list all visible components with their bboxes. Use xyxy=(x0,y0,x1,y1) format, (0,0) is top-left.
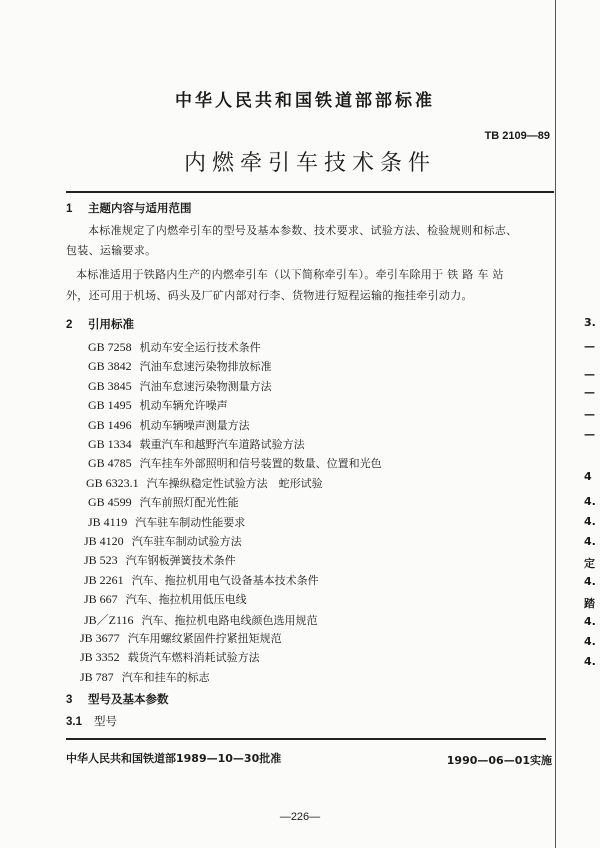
subsection-title: 型号 xyxy=(94,714,117,728)
reference-code: JB 3352 xyxy=(80,650,120,665)
reference-code: JB 787 xyxy=(80,669,114,684)
paragraph: 本标准规定了内燃牵引车的型号及基本参数、技术要求、试验方法、检验规则和标志、 xyxy=(88,224,518,237)
reference-title: 汽车挂车外部照明和信号装置的数量、位置和光色 xyxy=(139,457,382,471)
reference-item xyxy=(88,378,272,394)
reference-code: GB 1495 xyxy=(88,398,132,413)
bleed-through-mark: — xyxy=(584,340,595,353)
reference-code: GB 1334 xyxy=(88,437,132,451)
subsection-3-1-heading xyxy=(66,713,117,729)
reference-code: JB／Z116 xyxy=(84,612,134,627)
reference-title: 汽车、拖拉机用低压电线 xyxy=(125,593,247,607)
reference-code: GB 4785 xyxy=(88,456,132,471)
section-2-heading xyxy=(66,316,134,332)
reference-title: 汽车和挂车的标志 xyxy=(121,670,210,684)
reference-title: 汽车用螺纹紧固件拧紧扭矩规范 xyxy=(127,632,282,645)
issuing-organization: 中华人民共和国铁道部部标准 xyxy=(175,91,435,111)
reference-code: GB 6323.1 xyxy=(86,475,139,490)
reference-item xyxy=(84,611,318,628)
reference-code: JB 667 xyxy=(84,592,118,607)
section-title: 型号及基本参数 xyxy=(88,692,169,706)
reference-code: GB 4599 xyxy=(88,495,132,510)
reference-title: 载重汽车和越野汽车道路试验方法 xyxy=(139,438,305,451)
bleed-through-mark: 定 xyxy=(584,557,595,570)
implementation-date: 1990—06—01实施 xyxy=(446,754,552,767)
page-edge-line xyxy=(555,0,556,848)
reference-title: 汽车驻车制动试验方法 xyxy=(131,535,242,548)
reference-item xyxy=(88,514,245,530)
reference-item xyxy=(80,669,210,685)
reference-code: JB 4119 xyxy=(88,514,128,529)
bleed-through-mark: 4. xyxy=(584,575,596,588)
reference-item xyxy=(88,339,261,355)
section-title: 引用标准 xyxy=(88,317,134,331)
reference-item xyxy=(84,591,247,607)
bleed-through-mark: 3. xyxy=(584,316,596,329)
reference-item xyxy=(80,649,260,665)
reference-item xyxy=(86,475,323,491)
section-title: 主题内容与适用范围 xyxy=(88,201,192,215)
bleed-through-mark: 踏 xyxy=(584,597,595,610)
reference-code: GB 7258 xyxy=(88,340,132,354)
reference-item xyxy=(84,552,236,568)
paragraph: 包装、运输要求。 xyxy=(66,244,157,257)
bleed-through-mark: — xyxy=(584,368,595,381)
reference-code: GB 3845 xyxy=(88,378,132,393)
section-number: 1 xyxy=(66,203,73,215)
approval-date: 中华人民共和国铁道部1989—10—30批准 xyxy=(66,752,282,765)
reference-title: 汽油车怠速污染物测量方法 xyxy=(139,379,272,393)
section-number: 2 xyxy=(66,319,73,331)
reference-code: GB 1496 xyxy=(88,417,132,432)
bleed-through-mark: 4 xyxy=(584,470,592,483)
bleed-through-mark: — xyxy=(584,408,595,421)
section-3-heading xyxy=(66,691,169,707)
section-number: 3 xyxy=(66,694,73,706)
reference-code: JB 523 xyxy=(84,553,118,568)
reference-title: 汽车、拖拉机用电气设备基本技术条件 xyxy=(131,573,319,587)
reference-item xyxy=(88,417,250,433)
page-number: —226— xyxy=(279,811,321,823)
reference-item xyxy=(88,494,239,510)
reference-item xyxy=(84,572,319,588)
reference-item xyxy=(84,533,242,549)
reference-title: 机动车辆允许噪声 xyxy=(139,399,228,413)
reference-title: 汽车驻车制动性能要求 xyxy=(135,515,246,529)
document-title: 内燃牵引车技术条件 xyxy=(183,151,436,176)
footer-rule xyxy=(66,738,546,740)
section-1-heading xyxy=(66,200,192,216)
bleed-through-mark: — xyxy=(584,428,595,441)
bleed-through-mark: 4. xyxy=(584,635,596,648)
title-rule xyxy=(66,191,554,193)
bleed-through-mark: 4. xyxy=(584,615,596,628)
bleed-through-mark: 4. xyxy=(584,495,596,508)
bleed-through-mark: 4. xyxy=(584,515,596,528)
reference-title: 载货汽车燃料消耗试验方法 xyxy=(127,651,260,665)
reference-title: 机动车辆噪声测量方法 xyxy=(139,418,250,432)
reference-item xyxy=(80,630,282,646)
standard-code: TB 2109—89 xyxy=(484,130,550,142)
bleed-through-mark: 4. xyxy=(584,535,596,548)
reference-title: 汽车钢板弹簧技术条件 xyxy=(125,554,236,568)
reference-code: JB 3677 xyxy=(80,631,120,645)
reference-item xyxy=(88,436,305,452)
bleed-through-mark: 4. xyxy=(584,655,596,668)
reference-code: JB 2261 xyxy=(84,572,124,587)
reference-code: GB 3842 xyxy=(88,359,132,374)
bleed-through-mark: — xyxy=(584,386,595,399)
reference-title: 汽车前照灯配光性能 xyxy=(139,496,239,510)
reference-item xyxy=(88,358,272,374)
reference-title: 汽车操纵稳定性试验方法 蛇形试验 xyxy=(146,476,323,490)
paragraph: 本标准适用于铁路内生产的内燃牵引车（以下简称牵引车）。牵引车除用于 铁 路 车 站 xyxy=(76,268,504,281)
reference-title: 汽车、拖拉机电路电线颜色选用规范 xyxy=(141,613,318,627)
reference-title: 汽油车怠速污染物排放标准 xyxy=(139,360,272,374)
reference-item xyxy=(88,455,382,471)
reference-title: 机动车安全运行技术条件 xyxy=(139,341,261,354)
subsection-number: 3.1 xyxy=(66,716,82,728)
reference-item xyxy=(88,397,228,413)
reference-code: JB 4120 xyxy=(84,534,124,548)
paragraph: 外，还可用于机场、码头及厂矿内部对行李、货物进行短程运输的拖挂牵引动力。 xyxy=(66,289,473,302)
